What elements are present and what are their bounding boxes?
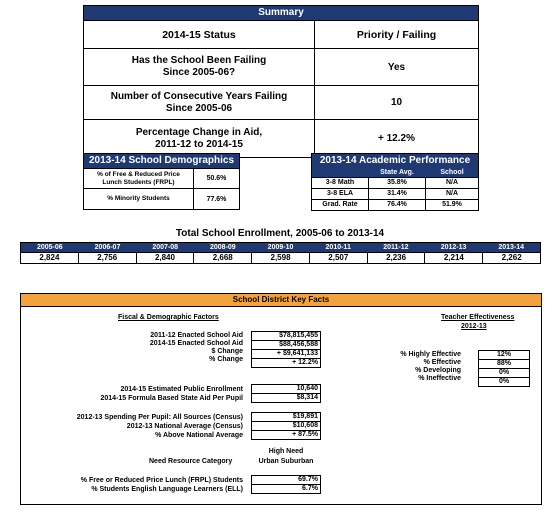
- enrollment-table: [20, 242, 541, 264]
- academic-table: [311, 153, 479, 211]
- teacher-subheading: 2012-13: [461, 323, 487, 330]
- demographics-title: 2013-14 School Demographics: [84, 154, 239, 168]
- fiscal-values-group1: $78,815,455 $88,456,588 + $9,641,133 + 12.2%: [251, 331, 321, 368]
- need-resource-label: Need Resource Category: [149, 458, 233, 465]
- summary-table: [83, 5, 479, 158]
- demographics-row: % of Free & Reduced Price Lunch Students (FRPL) 50.6%: [84, 168, 239, 188]
- fiscal-labels-group1: 2011-12 Enacted School Aid 2014-15 Enacted School Aid $ Change % Change: [149, 332, 243, 363]
- fiscal-labels-group4: % Free or Reduced Price Lunch (FRPL) Students % Students English Language Learners (ELL): [80, 477, 243, 493]
- teacher-heading: Teacher Effectiveness: [441, 314, 515, 321]
- need-resource-value: High Need Urban Suburban: [258, 448, 314, 465]
- academic-header-row: State Avg. School: [312, 168, 478, 177]
- key-facts-panel: [20, 293, 542, 505]
- key-facts-title: School District Key Facts: [21, 294, 541, 307]
- summary-label: Has the School Been Failing Since 2005-06?: [84, 49, 315, 85]
- academic-row: 3-8 Math 35.8% N/A: [312, 177, 478, 188]
- demographics-value: 77.6%: [206, 195, 227, 203]
- academic-row: Grad. Rate 76.4% 51.9%: [312, 199, 478, 210]
- fiscal-values-group4: 69.7% 6.7%: [251, 475, 321, 494]
- teacher-values: 12% 88% 0% 0%: [478, 350, 530, 387]
- fiscal-labels-group3: 2012-13 Spending Per Pupil: All Sources (Census) 2012-13 National Average (Census) % Above National Average: [76, 414, 243, 439]
- enrollment-years-row: 2005-06 2006-07 2007-08 2008-09 2009-10 2010-11 2011-12 2012-13 2013-14: [21, 243, 540, 252]
- academic-row: 3-8 ELA 31.4% N/A: [312, 188, 478, 199]
- demographics-label: % Minority Students: [84, 189, 194, 209]
- demographics-value: 50.6%: [206, 175, 227, 182]
- summary-label: 2014-15 Status: [84, 21, 315, 48]
- summary-row-aid: [84, 119, 478, 157]
- summary-row-years: [84, 85, 478, 119]
- summary-row-status: [84, 20, 478, 48]
- summary-label: Percentage Change in Aid, 2011-12 to 2014-15: [84, 120, 315, 157]
- demographics-table: [83, 153, 240, 210]
- enrollment-values-row: 2,824 2,756 2,840 2,668 2,598 2,507 2,236 2,214 2,262: [21, 252, 540, 263]
- fiscal-values-group2: 10,640 $8,314: [251, 384, 321, 403]
- summary-value: Yes: [387, 61, 406, 73]
- teacher-labels: % Highly Effective % Effective % Developing % Ineffective: [400, 351, 461, 382]
- fiscal-labels-group2: 2014-15 Estimated Public Enrollment 2014-15 Formula Based State Aid Per Pupil: [100, 386, 243, 402]
- summary-value: + 12.2%: [378, 133, 415, 144]
- summary-row-failing: [84, 48, 478, 85]
- summary-value: 10: [390, 97, 403, 108]
- summary-value: Priority / Failing: [356, 28, 437, 41]
- academic-title: 2013-14 Academic Performance: [312, 154, 478, 168]
- fiscal-values-group3: $19,891 $10,608 + 87.5%: [251, 412, 321, 440]
- demographics-row: [84, 188, 239, 209]
- summary-title: Summary: [84, 6, 478, 20]
- enrollment-title: Total School Enrollment, 2005-06 to 2013-14: [175, 228, 385, 239]
- summary-label: Number of Consecutive Years Failing Since 2005-06: [84, 86, 315, 119]
- fiscal-heading: Fiscal & Demographic Factors: [118, 314, 219, 321]
